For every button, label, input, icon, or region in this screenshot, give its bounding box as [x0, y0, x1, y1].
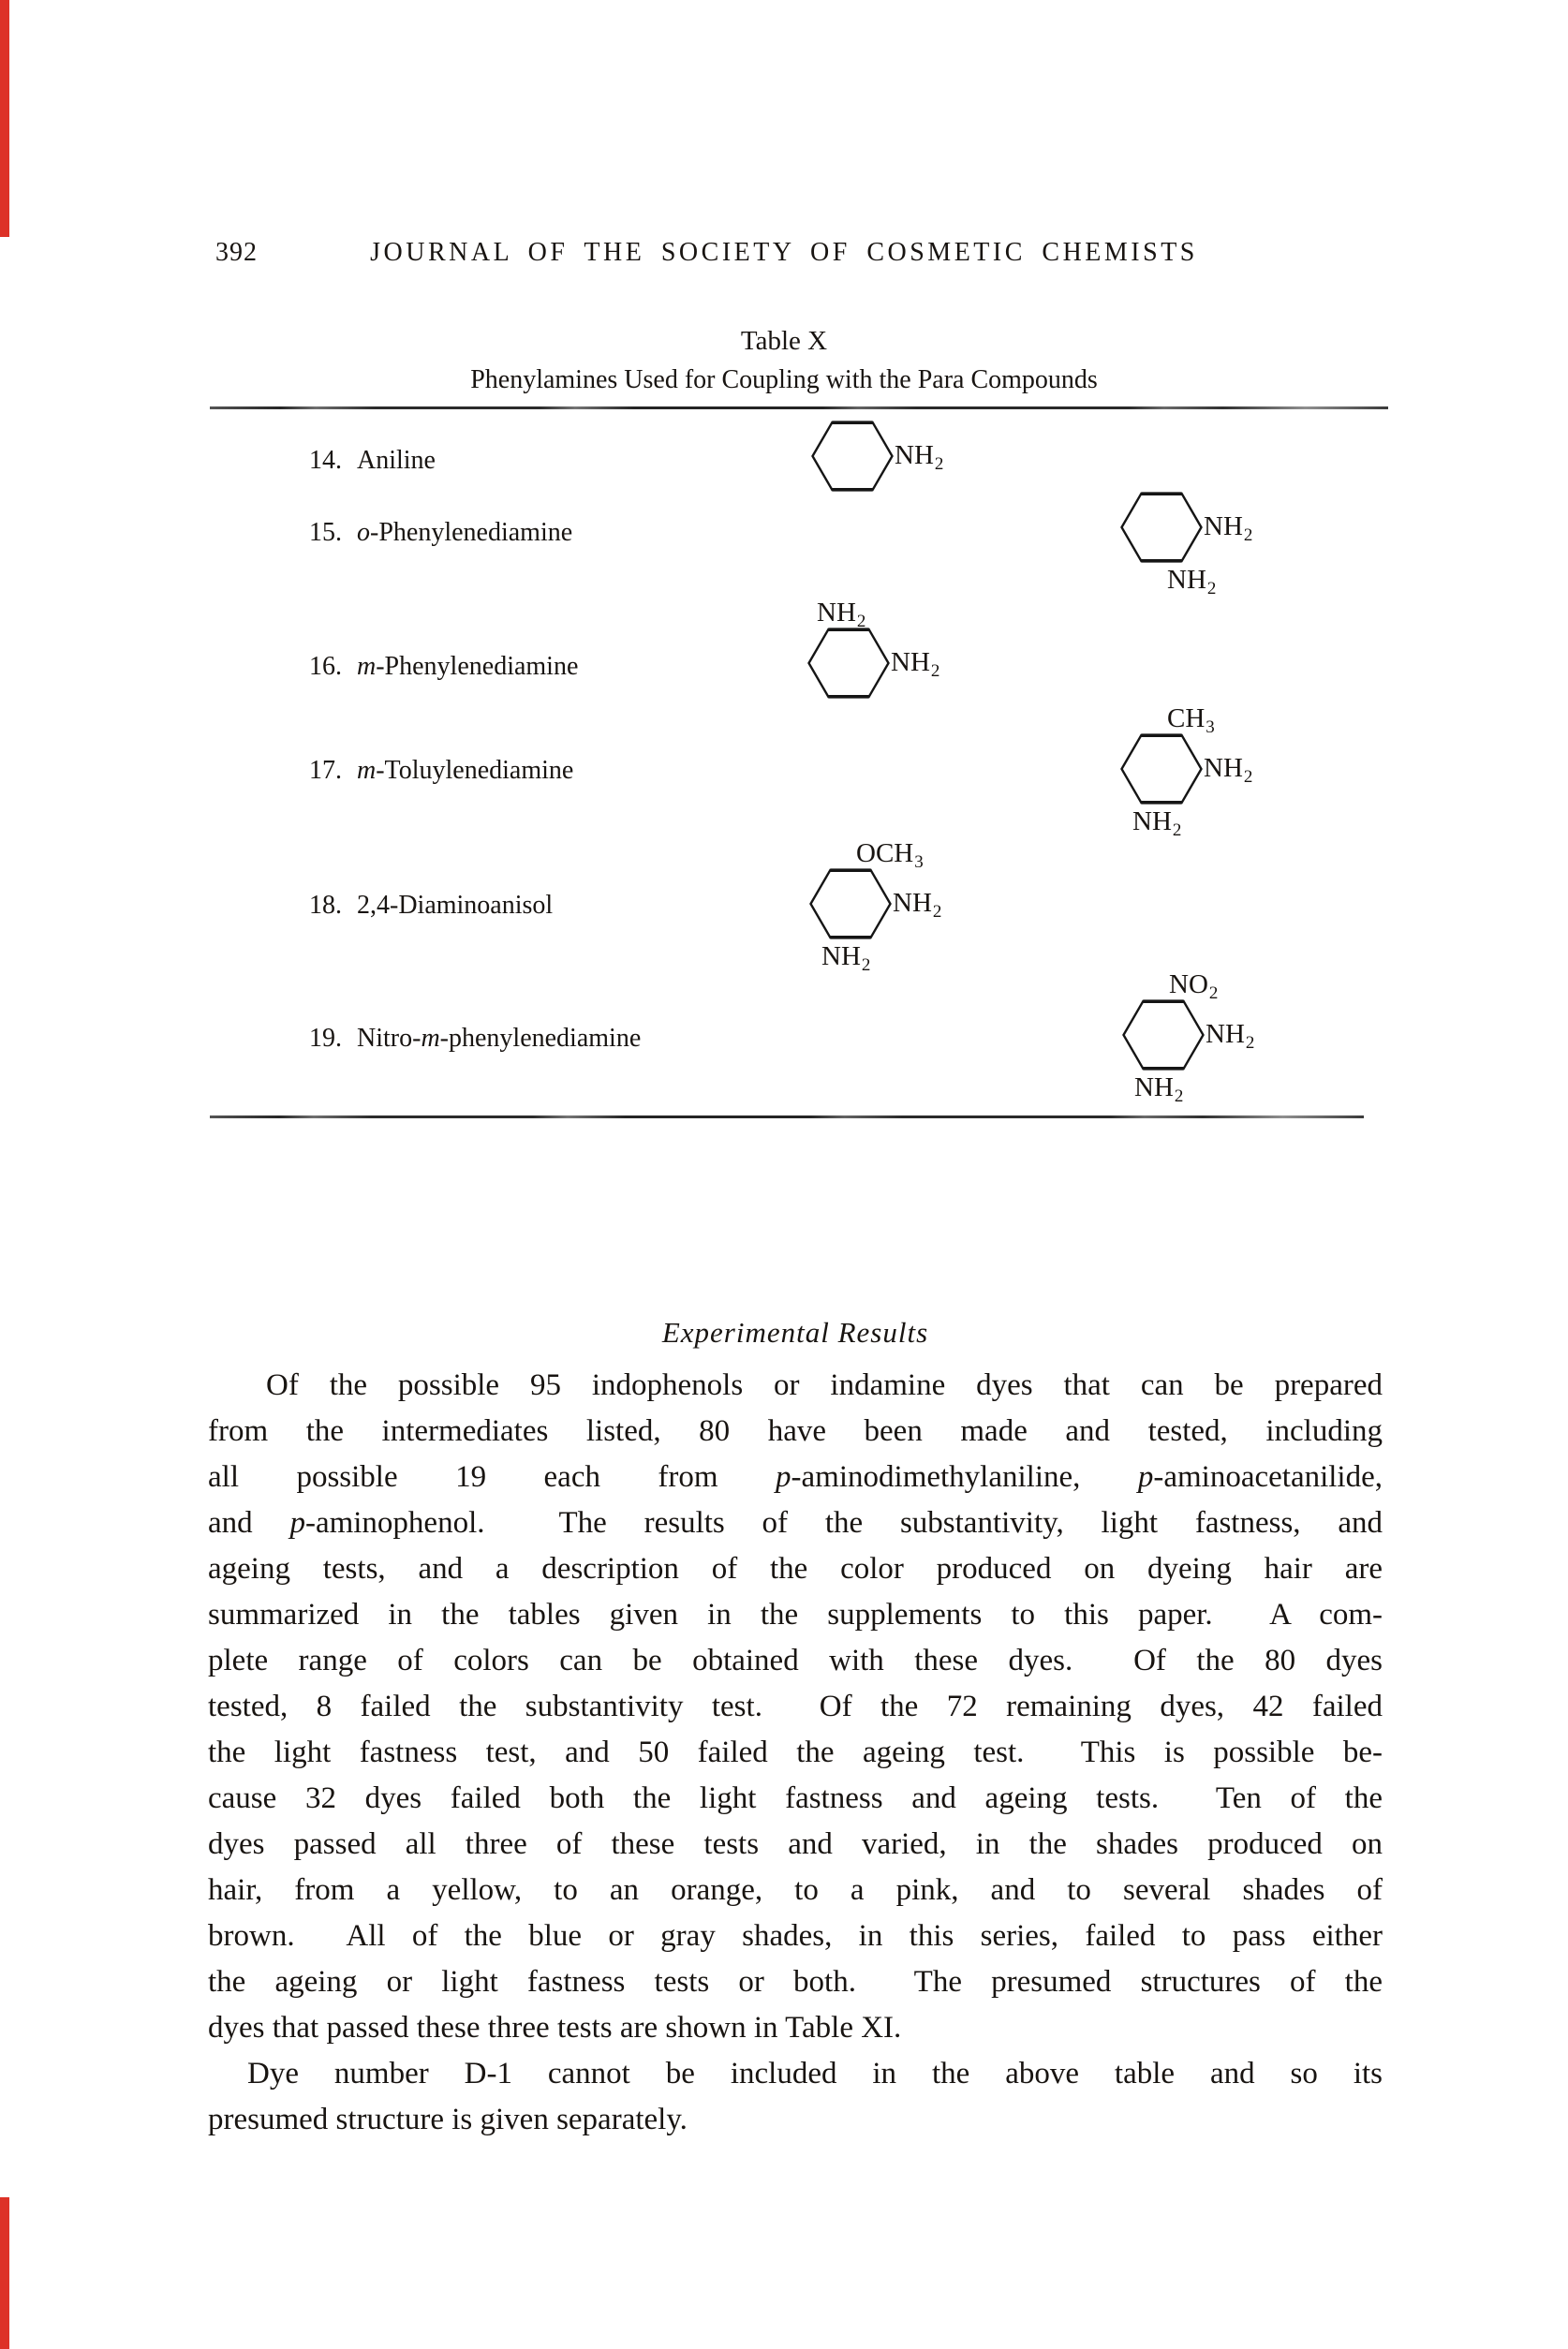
- text-segment: ageing tests, and a description of the color produced on dyeing hair are: [208, 1552, 1383, 1586]
- text-segment: from the intermediates listed, 80 have been made and tested, including: [208, 1414, 1383, 1448]
- compound-name-part: Nitro-: [357, 1024, 422, 1053]
- row-label: [309, 891, 553, 921]
- table-rule-bottom: [210, 1115, 1364, 1118]
- text-line: [208, 2051, 1383, 2097]
- scan-edge-artifact-top: [0, 0, 9, 237]
- text-segment: tested, 8 failed the substantivity test. Of the 72 remaining dyes, 42 failed: [208, 1690, 1383, 1723]
- compound-name-part: -phenylenediamine: [439, 1024, 642, 1053]
- table-title: Table X: [740, 326, 828, 356]
- text-line: [208, 1684, 1383, 1730]
- row-label: [309, 756, 573, 786]
- text-segment: Of the possible 95 indophenols or indamine dyes that can be prepared: [266, 1368, 1383, 1402]
- text-line: [208, 1868, 1383, 1913]
- text-segment: -aminophenol. The results of the substantivity, light fastness, and: [304, 1506, 1383, 1540]
- text-line: [208, 1776, 1383, 1822]
- compound-name-part: -Toluylenediamine: [376, 756, 574, 785]
- row-number: 14.: [309, 446, 342, 475]
- row-number: 16.: [309, 652, 342, 681]
- text-line: [208, 2097, 1383, 2143]
- text-segment: summarized in the tables given in the supplements to this paper. A com-: [208, 1598, 1383, 1632]
- substituent-label: $NH_2$: [1132, 806, 1182, 840]
- text-segment: presumed structure is given separately.: [208, 2103, 688, 2136]
- text-segment: p: [289, 1506, 305, 1540]
- row-label: [309, 652, 578, 682]
- compound-name-part: -Phenylenediamine: [376, 652, 579, 681]
- text-segment: plete range of colors can be obtained with these dyes. Of the 80 dyes: [208, 1644, 1383, 1677]
- substituent-label: $NH_2$: [821, 941, 871, 975]
- text-segment: dyes passed all three of these tests and varied, in the shades produced on: [208, 1827, 1383, 1861]
- table-subtitle: Phenylamines Used for Coupling with the Para Compounds: [470, 365, 1098, 394]
- row-number: 17.: [309, 756, 342, 785]
- benzene-ring: [807, 628, 890, 699]
- compound-name-part: Aniline: [357, 446, 436, 475]
- text-line: [208, 1959, 1383, 2005]
- substituent-label: $CH_3$: [1167, 703, 1215, 737]
- compound-name-part: o: [357, 518, 370, 547]
- substituent-label: $NH_2$: [891, 647, 940, 681]
- text-line: [208, 1913, 1383, 1959]
- text-line: [208, 1455, 1383, 1500]
- row-label: [309, 446, 436, 476]
- text-segment: the light fastness test, and 50 failed the ageing test. This is possible be-: [208, 1736, 1383, 1769]
- compound-name-part: m: [357, 756, 377, 785]
- text-line: [208, 2005, 1383, 2051]
- row-label: [309, 1024, 641, 1054]
- benzene-ring: [809, 868, 892, 939]
- text-segment: dyes that passed these three tests are shown in Table XI.: [208, 2011, 902, 2045]
- text-segment: brown. All of the blue or gray shades, in this series, failed to pass either: [208, 1919, 1383, 1953]
- substituent-label: $NH_2$: [1204, 511, 1253, 545]
- substituent-label: $NH_2$: [1167, 565, 1217, 598]
- text-segment: -aminoacetanilide,: [1153, 1460, 1383, 1494]
- text-line: [208, 1546, 1383, 1592]
- text-segment: the ageing or light fastness tests or both. The presumed structures of the: [208, 1965, 1383, 1999]
- text-line: [208, 1409, 1383, 1455]
- text-segment: p: [1137, 1460, 1154, 1494]
- substituent-label: $NH_2$: [895, 440, 944, 474]
- benzene-ring: [1122, 999, 1205, 1071]
- text-line: [208, 1822, 1383, 1868]
- text-segment: -aminodimethylaniline,: [791, 1460, 1138, 1494]
- text-segment: all possible 19 each from: [208, 1460, 777, 1494]
- text-line: [208, 1363, 1383, 1409]
- page-number: 392: [215, 238, 258, 267]
- section-heading: Experimental Results: [661, 1316, 929, 1349]
- table-rule-top: [210, 406, 1388, 409]
- substituent-label: $NH_2$: [1206, 1019, 1255, 1053]
- row-number: 18.: [309, 891, 342, 920]
- substituent-label: $NH_2$: [1204, 753, 1253, 787]
- text-segment: and: [208, 1506, 290, 1540]
- benzene-ring: [1120, 733, 1203, 805]
- benzene-ring: [811, 421, 894, 492]
- journal-title: JOURNAL OF THE SOCIETY OF COSMETIC CHEMISTS: [370, 238, 1198, 267]
- text-segment: cause 32 dyes failed both the light fastness and ageing tests. Ten of the: [208, 1781, 1383, 1815]
- text-segment: Dye number D-1 cannot be included in the above table and so its: [247, 2057, 1383, 2090]
- substituent-label: $NH_2$: [817, 598, 866, 631]
- benzene-ring: [1120, 492, 1203, 563]
- compound-name-part: m: [421, 1024, 440, 1053]
- compound-name-part: 2,4-Diaminoanisol: [357, 891, 554, 920]
- text-line: [208, 1500, 1383, 1546]
- text-segment: p: [776, 1460, 791, 1494]
- compound-name-part: -Phenylenediamine: [370, 518, 573, 547]
- text-line: [208, 1638, 1383, 1684]
- running-header: [0, 238, 1568, 270]
- substituent-label: $NO_2$: [1169, 969, 1219, 1003]
- row-label: [309, 518, 572, 548]
- compound-name-part: m: [357, 652, 377, 681]
- substituent-label: $OCH_3$: [856, 838, 924, 872]
- row-number: 19.: [309, 1024, 342, 1053]
- substituent-label: $NH_2$: [893, 888, 942, 922]
- text-line: [208, 1592, 1383, 1638]
- substituent-label: $NH_2$: [1134, 1072, 1184, 1106]
- body-text: [208, 1363, 1383, 2143]
- scan-edge-artifact-bottom: [0, 2197, 9, 2349]
- row-number: 15.: [309, 518, 342, 547]
- text-segment: hair, from a yellow, to an orange, to a pink, and to several shades of: [208, 1873, 1383, 1907]
- text-line: [208, 1730, 1383, 1776]
